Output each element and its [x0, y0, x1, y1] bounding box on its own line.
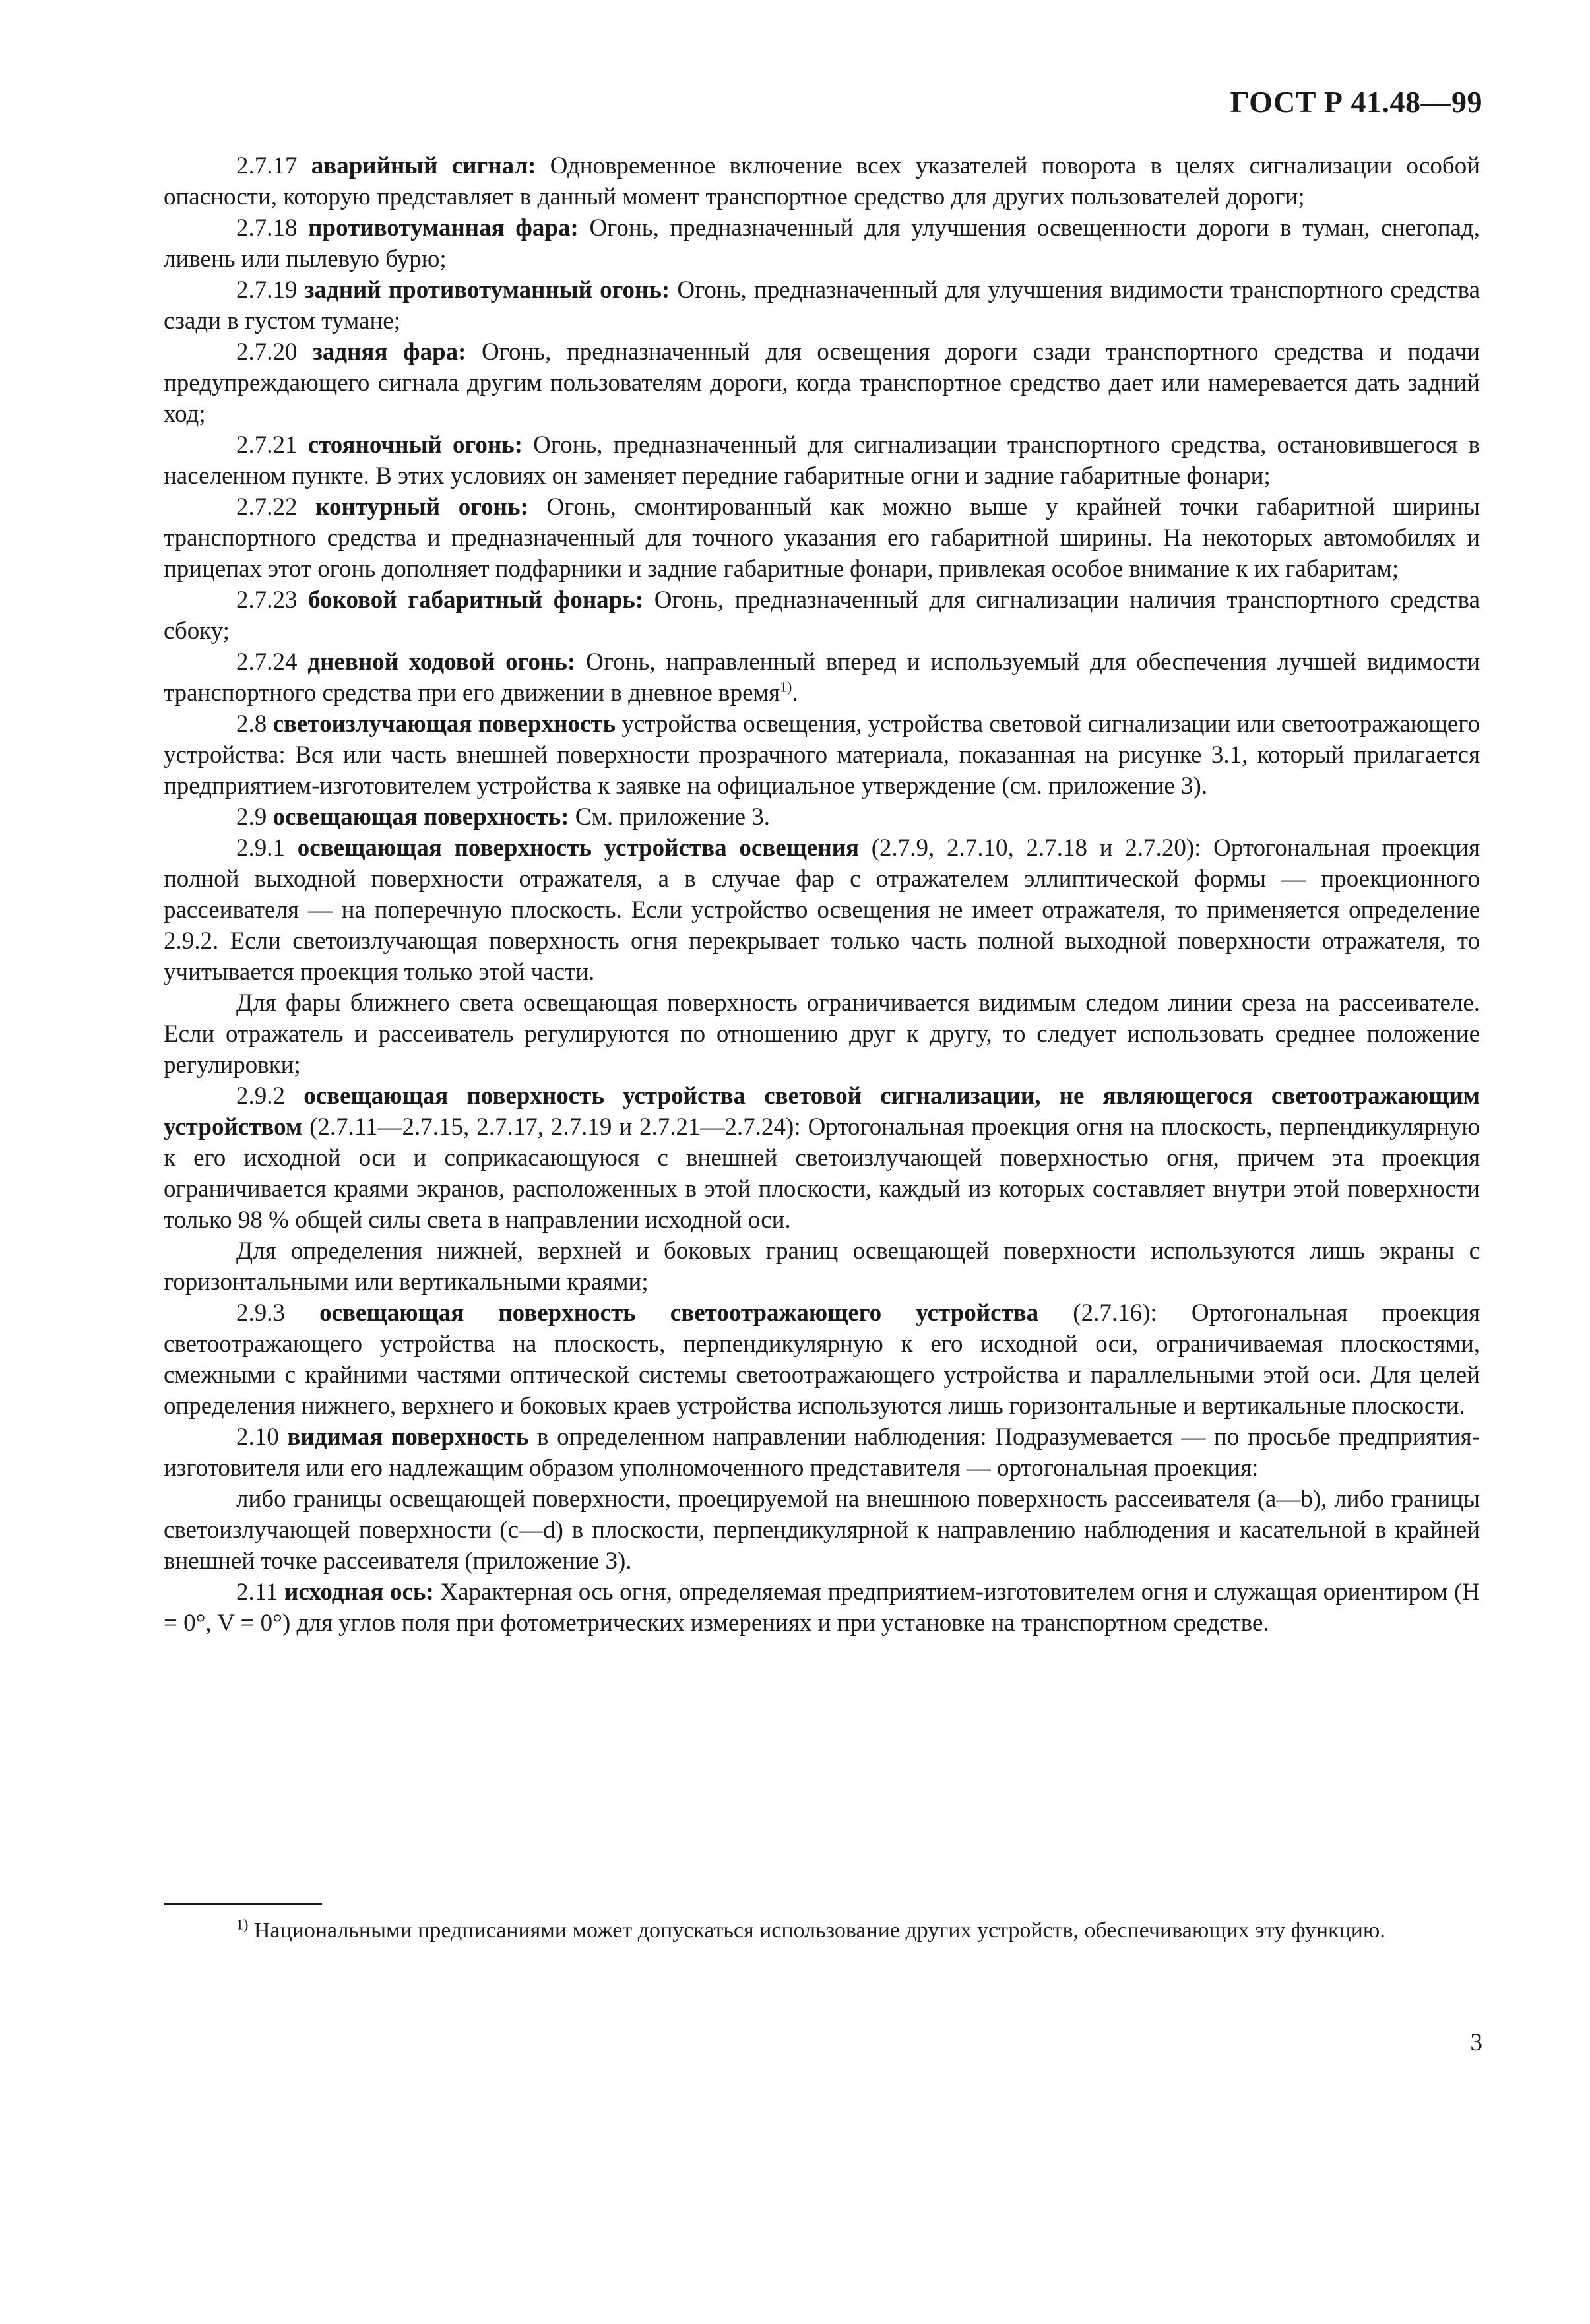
term: контурный огонь:: [315, 493, 528, 520]
footnote-text: [164, 1916, 1480, 1945]
definition-text: (2.7.9, 2.7.10, 2.7.18 и 2.7.20): Ортогональная проекция полной выходной поверхности отражателя, а в случае фар с отражателем эллиптической формы — проекционного рассеивателя — на поперечную плоскость. Если устройство освещения не имеет отражателя, то применяется определение 2.9.2. Если светоизлучающая поверхность огня перекрывает только часть полной выходной поверхности отражателя, то учитывается проекция только этой части.: [164, 834, 1480, 986]
term: освещающая поверхность устройства световой сигнализации, не являющегося светоотражающим устройством: [164, 1083, 1480, 1141]
clause-number: 2.7.20: [236, 338, 298, 365]
term: аварийный сигнал:: [311, 152, 536, 179]
definition-text: (2.7.11—2.7.15, 2.7.17, 2.7.19 и 2.7.21—2.7.24): Ортогональная проекция огня на плоскость, перпендикулярную к его исходной оси и соприкасающуюся с внешней светоизлучающей поверхностью огня, причем эта проекция ограничивается краями экранов, расположенных в этой плоскости, каждый из которых составляет внутри этой поверхности только 98 % общей силы света в направлении исходной оси.: [164, 1114, 1480, 1234]
definition-text: Огонь, направленный вперед и используемый для обеспечения лучшей видимости транспортного средства при его движении в дневное время: [164, 648, 1480, 707]
clause-number: 2.11: [236, 1579, 278, 1606]
definition-text: Характерная ось огня, определяемая предприятием-изготовителем огня и служащая ориентиром (H = 0°, V = 0°) для углов поля при фотометрических измерениях и при установке на транспортном средстве.: [164, 1579, 1480, 1637]
definition-text: устройства освещения, устройства световой сигнализации или светоотражающего устройства: Вся или часть внешней поверхности прозрачного материала, показанная на рисунке 3.1, который прилагается предприятием-изготовителем устройства к заявке на официальное утверждение (см. приложение 3).: [164, 710, 1480, 800]
term: стояночный огонь:: [307, 431, 523, 458]
clause-number: 2.7.22: [236, 493, 298, 520]
paragraph: [164, 429, 1480, 491]
definition-text: Для фары ближнего света освещающая поверхность ограничивается видимым следом линии среза на рассеивателе. Если отражатель и рассеиватель регулируются по отношению друг к другу, то следует использовать среднее положение регулировки;: [164, 989, 1480, 1079]
clause-number: 2.10: [236, 1424, 279, 1451]
footnote-ref: 1): [780, 678, 792, 695]
paragraph: [164, 801, 1480, 832]
term: задний противотуманный огонь:: [304, 276, 670, 303]
footnote-separator: [164, 1903, 322, 1905]
paragraph: [164, 708, 1480, 801]
definition-text: Огонь, предназначенный для улучшения освещенности дороги в туман, снегопад, ливень или пылевую бурю;: [164, 214, 1480, 272]
paragraph: [164, 646, 1480, 708]
definition-text: Огонь, предназначенный для улучшения видимости транспортного средства сзади в густом тумане;: [164, 276, 1480, 334]
body-text: [164, 150, 1480, 1639]
definition-text: См. приложение 3.: [569, 803, 771, 831]
footnote: [164, 1916, 1480, 1945]
definition-text: Для определения нижней, верхней и боковых границ освещающей поверхности используются лишь экраны с горизонтальными или вертикальными краями;: [164, 1238, 1480, 1296]
term: освещающая поверхность устройства освещения: [297, 834, 859, 862]
paragraph: [164, 584, 1480, 646]
definition-text: в определенном направлении наблюдения: Подразумевается — по просьбе предприятия-изготовителя или его надлежащим образом уполномоченного представителя — ортогональная проекция:: [164, 1424, 1480, 1482]
term: видимая поверхность: [287, 1424, 529, 1451]
clause-number: 2.7.23: [236, 586, 298, 613]
clause-number: 2.7.21: [236, 431, 298, 458]
paragraph: [164, 491, 1480, 584]
paragraph: [164, 832, 1480, 988]
term: освещающая поверхность светоотражающего устройства: [319, 1300, 1039, 1327]
definition-text: Огонь, предназначенный для сигнализации наличия транспортного средства сбоку;: [164, 586, 1480, 644]
clause-number: 2.7.17: [236, 152, 298, 179]
footnote-mark: 1): [236, 1916, 249, 1933]
paragraph: [164, 1298, 1480, 1422]
definition-text: Огонь, предназначенный для освещения дороги сзади транспортного средства и подачи предупреждающего сигнала другим пользователям дороги, когда транспортное средство дает или намеревается дать задний ход;: [164, 338, 1480, 427]
clause-number: 2.9: [236, 803, 267, 831]
paragraph: [164, 150, 1480, 212]
clause-number: 2.9.1: [236, 834, 285, 862]
paragraph: [164, 1422, 1480, 1484]
footnote-body: Национальными предписаниями может допускаться использование других устройств, обеспечивающих эту функцию.: [248, 1918, 1385, 1943]
paragraph: [164, 1577, 1480, 1639]
term: дневной ходовой огонь:: [307, 648, 576, 675]
clause-number: 2.7.24: [236, 648, 298, 675]
definition-text: Огонь, предназначенный для сигнализации транспортного средства, остановившегося в населенном пункте. В этих условиях он заменяет передние габаритные огни и задние габаритные фонари;: [164, 431, 1480, 489]
paragraph: [164, 1236, 1480, 1298]
definition-text: либо границы освещающей поверхности, проецируемой на внешнюю поверхность рассеивателя (a—b), либо границы светоизлучающей поверхности (c—d) в плоскости, перпендикулярной к направлению наблюдения и касательной в крайней внешней точке рассеивателя (приложение 3).: [164, 1486, 1480, 1575]
page-number: 3: [1470, 2029, 1482, 2056]
clause-number: 2.9.2: [236, 1083, 285, 1110]
clause-number: 2.7.19: [236, 276, 298, 303]
paragraph: [164, 212, 1480, 274]
definition-text: (2.7.16): Ортогональная проекция светоотражающего устройства на плоскость, перпендикулярную к его исходной оси, ограничиваемая плоскостями, смежными с крайними частями оптической системы светоотражающего устройства и параллельными этой оси. Для целей определения нижнего, верхнего и боковых краев устройства используются лишь горизонтальные и вертикальные плоскости.: [164, 1300, 1480, 1420]
term: задняя фара:: [313, 338, 466, 365]
clause-number: 2.9.3: [236, 1300, 285, 1327]
paragraph: [164, 1081, 1480, 1236]
paragraph: [164, 988, 1480, 1081]
term: исходная ось:: [284, 1579, 434, 1606]
definition-text: Огонь, смонтированный как можно выше у крайней точки габаритной ширины транспортного средства и предназначенный для точного указания его габаритной ширины. На некоторых автомобилях и прицепах этот огонь дополняет подфарники и задние габаритные фонари, привлекая особое внимание к их габаритам;: [164, 493, 1480, 582]
sentence-end: .: [792, 679, 798, 707]
standard-code: ГОСТ Р 41.48—99: [1230, 85, 1482, 119]
term: боковой габаритный фонарь:: [308, 586, 644, 613]
paragraph: [164, 1484, 1480, 1577]
definition-text: Одновременное включение всех указателей поворота в целях сигнализации особой опасности, которую представляет в данный момент транспортное средство для других пользователей дороги;: [164, 152, 1480, 210]
paragraph: [164, 274, 1480, 336]
clause-number: 2.7.18: [236, 214, 298, 241]
term: светоизлучающая поверхность: [272, 710, 616, 738]
term: противотуманная фара:: [308, 214, 579, 241]
term: освещающая поверхность:: [272, 803, 569, 831]
paragraph: [164, 336, 1480, 429]
clause-number: 2.8: [236, 710, 267, 738]
